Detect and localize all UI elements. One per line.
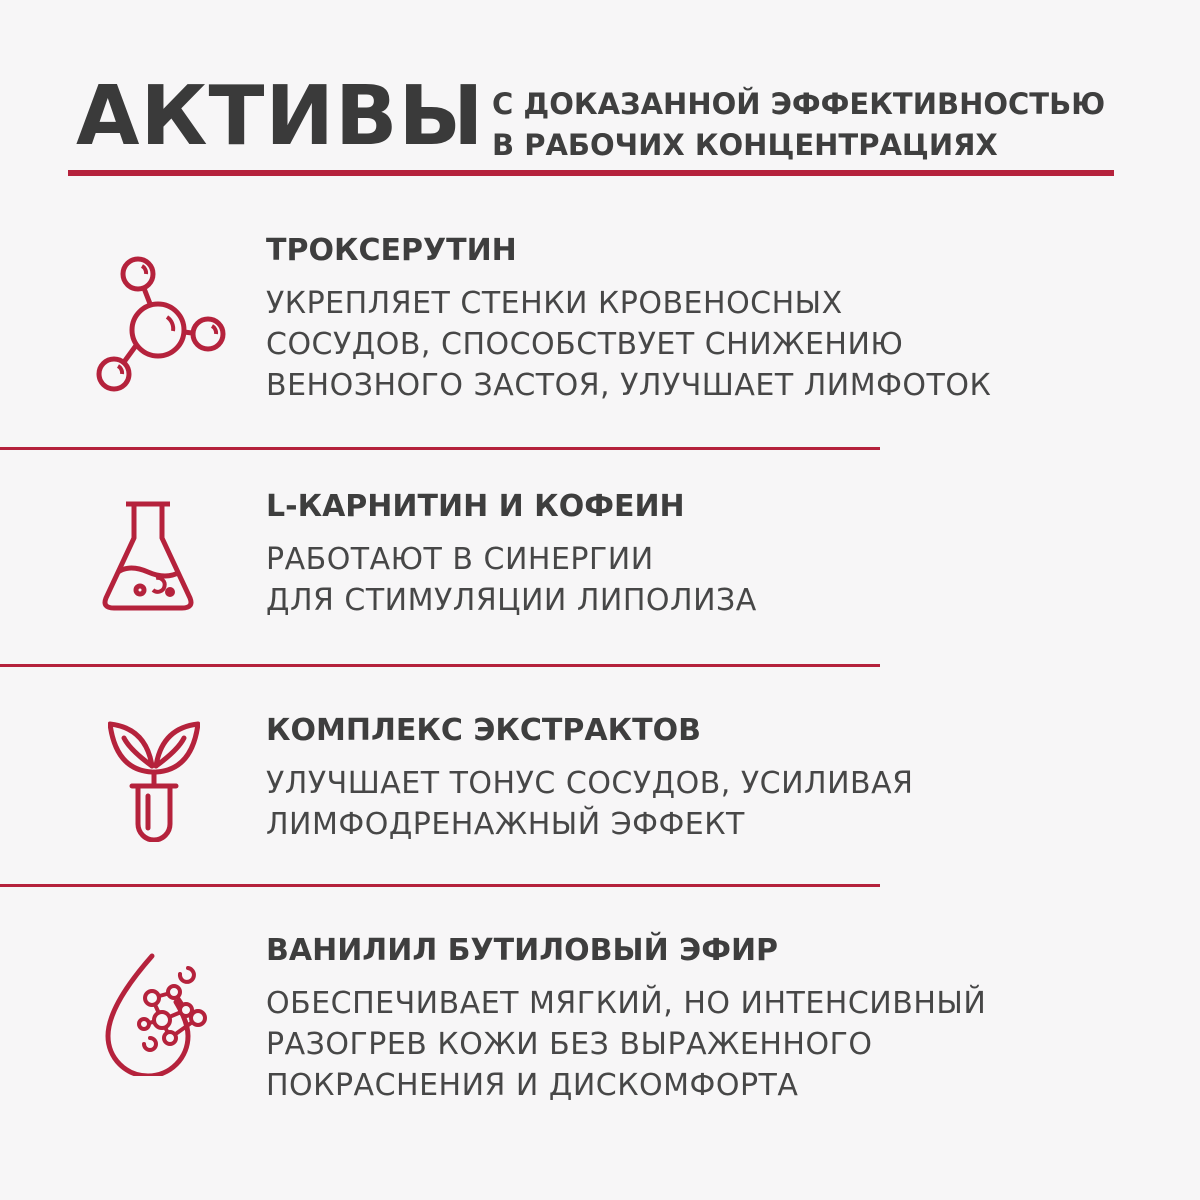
item-title: ВАНИЛИЛ БУТИЛОВЫЙ ЭФИР <box>266 933 779 968</box>
item-description <box>266 763 913 845</box>
description-line: ВЕНОЗНОГО ЗАСТОЯ, УЛУЧШАЕТ ЛИМФОТОК <box>266 368 992 403</box>
item-title: КОМПЛЕКС ЭКСТРАКТОВ <box>266 713 701 748</box>
description-line: СОСУДОВ, СПОСОБСТВУЕТ СНИЖЕНИЮ <box>266 327 904 362</box>
droplet-molecule-icon <box>104 952 212 1076</box>
subtitle-line: В РАБОЧИХ КОНЦЕНТРАЦИЯХ <box>492 128 998 162</box>
item-description <box>266 283 991 406</box>
section-divider <box>0 447 880 450</box>
flask-icon <box>100 498 196 616</box>
item-title: L-КАРНИТИН И КОФЕИН <box>266 489 685 524</box>
item-description <box>266 983 986 1106</box>
section-divider <box>0 664 880 667</box>
plant-test-tube-icon <box>108 716 200 842</box>
header-divider <box>68 170 1114 176</box>
molecule-icon <box>92 254 232 396</box>
page-title: АКТИВЫ <box>76 69 485 164</box>
page-subtitle <box>492 84 1105 166</box>
description-line: ОБЕСПЕЧИВАЕТ МЯГКИЙ, НО ИНТЕНСИВНЫЙ <box>266 986 987 1021</box>
description-line: РАЗОГРЕВ КОЖИ БЕЗ ВЫРАЖЕННОГО <box>266 1027 873 1062</box>
description-line: РАБОТАЮТ В СИНЕРГИИ <box>266 542 654 577</box>
item-description <box>266 539 757 621</box>
description-line: ПОКРАСНЕНИЯ И ДИСКОМФОРТА <box>266 1068 799 1103</box>
description-line: ЛИМФОДРЕНАЖНЫЙ ЭФФЕКТ <box>266 807 745 842</box>
description-line: УКРЕПЛЯЕТ СТЕНКИ КРОВЕНОСНЫХ <box>266 286 843 321</box>
section-divider <box>0 884 880 887</box>
subtitle-line: С ДОКАЗАННОЙ ЭФФЕКТИВНОСТЬЮ <box>492 87 1106 121</box>
description-line: УЛУЧШАЕТ ТОНУС СОСУДОВ, УСИЛИВАЯ <box>266 766 914 801</box>
item-title: ТРОКСЕРУТИН <box>266 233 517 268</box>
description-line: ДЛЯ СТИМУЛЯЦИИ ЛИПОЛИЗА <box>266 583 757 618</box>
